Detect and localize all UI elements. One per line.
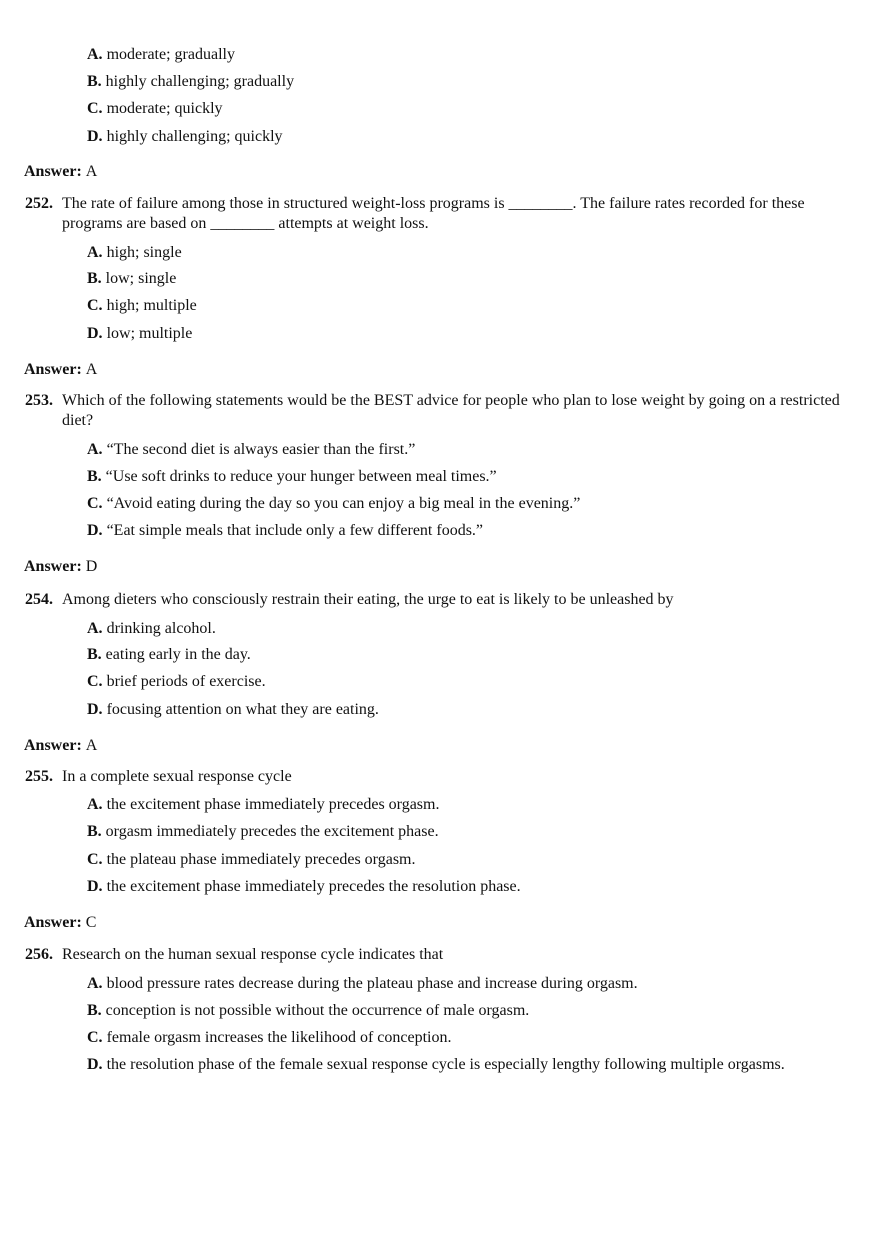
answer-option [87,822,439,842]
answer-value: A [85,361,98,378]
answer-option [87,645,251,665]
question-text: In a complete sexual response cycle [62,768,292,785]
answer-value: A [85,163,98,180]
answer-option [87,269,176,289]
answer-label: Answer: [24,163,82,180]
answer-option [87,127,283,147]
answer-line [24,736,97,756]
option-text: high; multiple [106,297,197,314]
option-text: highly challenging; gradually [105,73,295,90]
answer-option [87,700,379,720]
option-letter: D. [87,1056,103,1073]
answer-option [87,494,580,514]
option-letter: B. [87,468,102,485]
answer-option [87,440,415,460]
option-letter: A. [87,244,103,261]
option-text: drinking alcohol. [106,620,216,637]
option-text: moderate; gradually [106,46,235,63]
option-text: focusing attention on what they are eating. [106,701,379,718]
answer-option [87,795,439,815]
answer-option [87,324,192,344]
option-text: low; multiple [106,325,193,342]
option-letter: B. [87,73,102,90]
question-number: 253. [25,392,53,409]
option-letter: C. [87,1029,103,1046]
option-letter: A. [87,441,103,458]
question-text: The rate of failure among those in structured weight-loss programs is ________. The failure rates recorded for these programs are based on ________ attempts at weight loss. [62,195,805,232]
question-text: Among dieters who consciously restrain their eating, the urge to eat is likely to be unleashed by [62,591,674,608]
option-letter: C. [87,495,103,512]
answer-option [87,1055,785,1075]
option-text: the resolution phase of the female sexual response cycle is especially lengthy following multiple orgasms. [106,1056,785,1073]
answer-option [87,974,638,994]
option-text: “Avoid eating during the day so you can enjoy a big meal in the evening.” [106,495,581,512]
question-number: 256. [25,946,53,963]
answer-option [87,467,497,487]
option-letter: C. [87,297,103,314]
question-number: 252. [25,195,53,212]
option-letter: C. [87,673,103,690]
answer-option [87,850,415,870]
answer-label: Answer: [24,361,82,378]
question-number: 255. [25,768,53,785]
option-text: blood pressure rates decrease during the plateau phase and increase during orgasm. [106,975,638,992]
answer-option [87,672,266,692]
option-letter: D. [87,128,103,145]
option-letter: A. [87,620,103,637]
answer-option [87,1028,451,1048]
option-letter: B. [87,646,102,663]
option-letter: C. [87,100,103,117]
answer-option [87,243,182,263]
answer-option [87,619,216,639]
option-text: female orgasm increases the likelihood of conception. [106,1029,452,1046]
option-text: eating early in the day. [105,646,251,663]
answer-option [87,877,521,897]
option-letter: A. [87,975,103,992]
answer-label: Answer: [24,737,82,754]
option-text: “Eat simple meals that include only a few different foods.” [106,522,484,539]
option-text: the excitement phase immediately precedes orgasm. [106,796,440,813]
answer-option [87,99,223,119]
option-letter: B. [87,823,102,840]
answer-line [24,913,96,933]
option-letter: A. [87,46,103,63]
answer-option [87,72,294,92]
option-text: highly challenging; quickly [106,128,283,145]
option-text: conception is not possible without the occurrence of male orgasm. [105,1002,530,1019]
option-text: the excitement phase immediately precedes the resolution phase. [106,878,521,895]
option-letter: D. [87,522,103,539]
answer-line [24,360,97,380]
option-text: “The second diet is always easier than the first.” [106,441,416,458]
answer-line [24,162,97,182]
question-number: 254. [25,591,53,608]
option-letter: C. [87,851,103,868]
answer-option [87,296,197,316]
answer-option [87,521,483,541]
option-text: the plateau phase immediately precedes orgasm. [106,851,416,868]
option-text: “Use soft drinks to reduce your hunger between meal times.” [105,468,497,485]
question-text: Research on the human sexual response cycle indicates that [62,946,444,963]
option-letter: B. [87,1002,102,1019]
answer-option [87,1001,529,1021]
option-text: high; single [106,244,182,261]
option-text: orgasm immediately precedes the excitement phase. [105,823,439,840]
answer-label: Answer: [24,914,82,931]
option-text: low; single [105,270,177,287]
question-text: Which of the following statements would be the BEST advice for people who plan to lose weight by going on a restricted diet? [62,392,840,429]
answer-value: C [85,914,97,931]
option-letter: B. [87,270,102,287]
answer-option [87,45,235,65]
option-text: moderate; quickly [106,100,223,117]
option-letter: A. [87,796,103,813]
answer-value: A [85,737,98,754]
option-letter: D. [87,701,103,718]
answer-label: Answer: [24,558,82,575]
option-text: brief periods of exercise. [106,673,266,690]
answer-line [24,557,97,577]
answer-value: D [85,558,98,575]
option-letter: D. [87,325,103,342]
option-letter: D. [87,878,103,895]
